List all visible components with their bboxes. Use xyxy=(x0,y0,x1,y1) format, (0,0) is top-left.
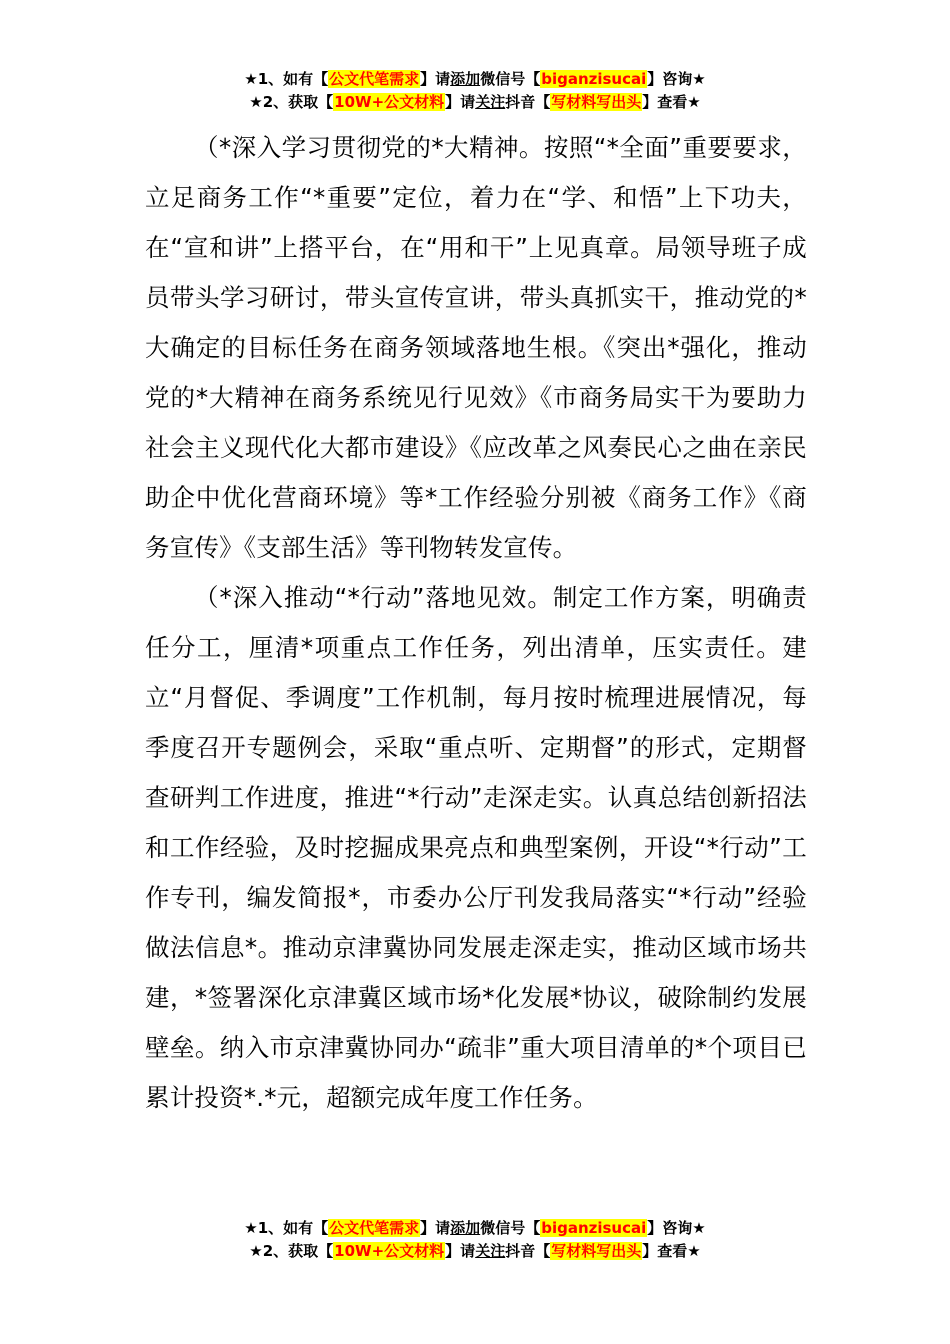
banner-text: 】查看 xyxy=(642,1242,688,1260)
banner-text: 】查看 xyxy=(642,93,688,111)
banner-text: 微信号【 xyxy=(480,1219,541,1237)
banner-highlight: 公文代笔需求 xyxy=(329,1219,420,1237)
banner-line-2 xyxy=(0,91,950,114)
top-banner xyxy=(0,68,950,114)
banner-douyin-account: 写材料写出头 xyxy=(551,93,642,111)
paragraph-action-implementation: （*深入推动“*行动”落地见效。制定工作方案，明确责任分工，厘清*项重点工作任务，列出清单，压实责任。建立“月督促、季调度”工作机制，每月按时梳理进展情况，每季度召开专题例会，采取“重点听、定期督”的形式，定期督查研判工作进度，推进“*行动”走深走实。认真总结创新招法和工作经验，及时挖掘成果亮点和典型案例，开设“*行动”工作专刊，编发简报*，市委办公厅刊发我局落实“*行动”经验做法信息*。推动京津冀协同发展走深走实，推动区域市场共建，*签署深化京津冀区域市场*化发展*协议，破除制约发展壁垒。纳入市京津冀协同办“疏非”重大项目清单的*个项目已累计投资*.*元，超额完成年度工作任务。 xyxy=(145,583,807,1112)
banner-text: 】请 xyxy=(445,1242,476,1260)
banner-highlight: 10W+公文材料 xyxy=(334,93,445,111)
banner-underlined-text: 关注 xyxy=(475,1242,506,1260)
banner-text: 1、如有【 xyxy=(257,1219,329,1237)
banner-underlined-text: 添加 xyxy=(450,70,481,88)
paragraph-study-spirit: （*深入学习贯彻党的*大精神。按照“*全面”重要要求，立足商务工作“*重要”定位，着力在“学、和悟”上下功夫，在“宣和讲”上搭平台，在“用和干”上见真章。局领导班子成员带头学习研讨，带头宣传宣讲，带头真抓实干，推动党的*大确定的目标任务在商务领域落地生根。《突出*强化，推动党的*大精神在商务系统见行见效》《市商务局实干为要助力社会主义现代化大都市建设》《应改革之风奏民心之曲在亲民助企中优化营商环境》等*工作经验分别被《商务工作》《商务宣传》《支部生活》等刊物转发宣传。 xyxy=(145,133,807,562)
banner-text: 抖音【 xyxy=(505,93,551,111)
document-body xyxy=(145,123,807,1123)
banner-underlined-text: 添加 xyxy=(450,1219,481,1237)
banner-underlined-text: 关注 xyxy=(475,93,506,111)
banner-highlight: 公文代笔需求 xyxy=(329,70,420,88)
banner-line-1 xyxy=(0,68,950,91)
star-icon: ★ xyxy=(692,1219,706,1237)
bottom-banner xyxy=(0,1217,950,1263)
banner-text: 】请 xyxy=(420,70,451,88)
star-icon: ★ xyxy=(244,1219,258,1237)
banner-text: 微信号【 xyxy=(480,70,541,88)
banner-text: 】请 xyxy=(445,93,476,111)
star-icon: ★ xyxy=(687,93,701,111)
star-icon: ★ xyxy=(687,1242,701,1260)
banner-wechat-id: biganzisucai xyxy=(541,70,647,88)
star-icon: ★ xyxy=(249,93,263,111)
banner-text: 】请 xyxy=(420,1219,451,1237)
banner-text: 2、获取【 xyxy=(262,1242,334,1260)
banner-line-2 xyxy=(0,1240,950,1263)
banner-wechat-id: biganzisucai xyxy=(541,1219,647,1237)
star-icon: ★ xyxy=(249,1242,263,1260)
star-icon: ★ xyxy=(244,70,258,88)
star-icon: ★ xyxy=(692,70,706,88)
banner-line-1 xyxy=(0,1217,950,1240)
banner-text: 抖音【 xyxy=(505,1242,551,1260)
banner-highlight: 10W+公文材料 xyxy=(334,1242,445,1260)
banner-text: 】咨询 xyxy=(647,70,693,88)
banner-text: 2、获取【 xyxy=(262,93,334,111)
banner-text: 1、如有【 xyxy=(257,70,329,88)
banner-douyin-account: 写材料写出头 xyxy=(551,1242,642,1260)
banner-text: 】咨询 xyxy=(647,1219,693,1237)
